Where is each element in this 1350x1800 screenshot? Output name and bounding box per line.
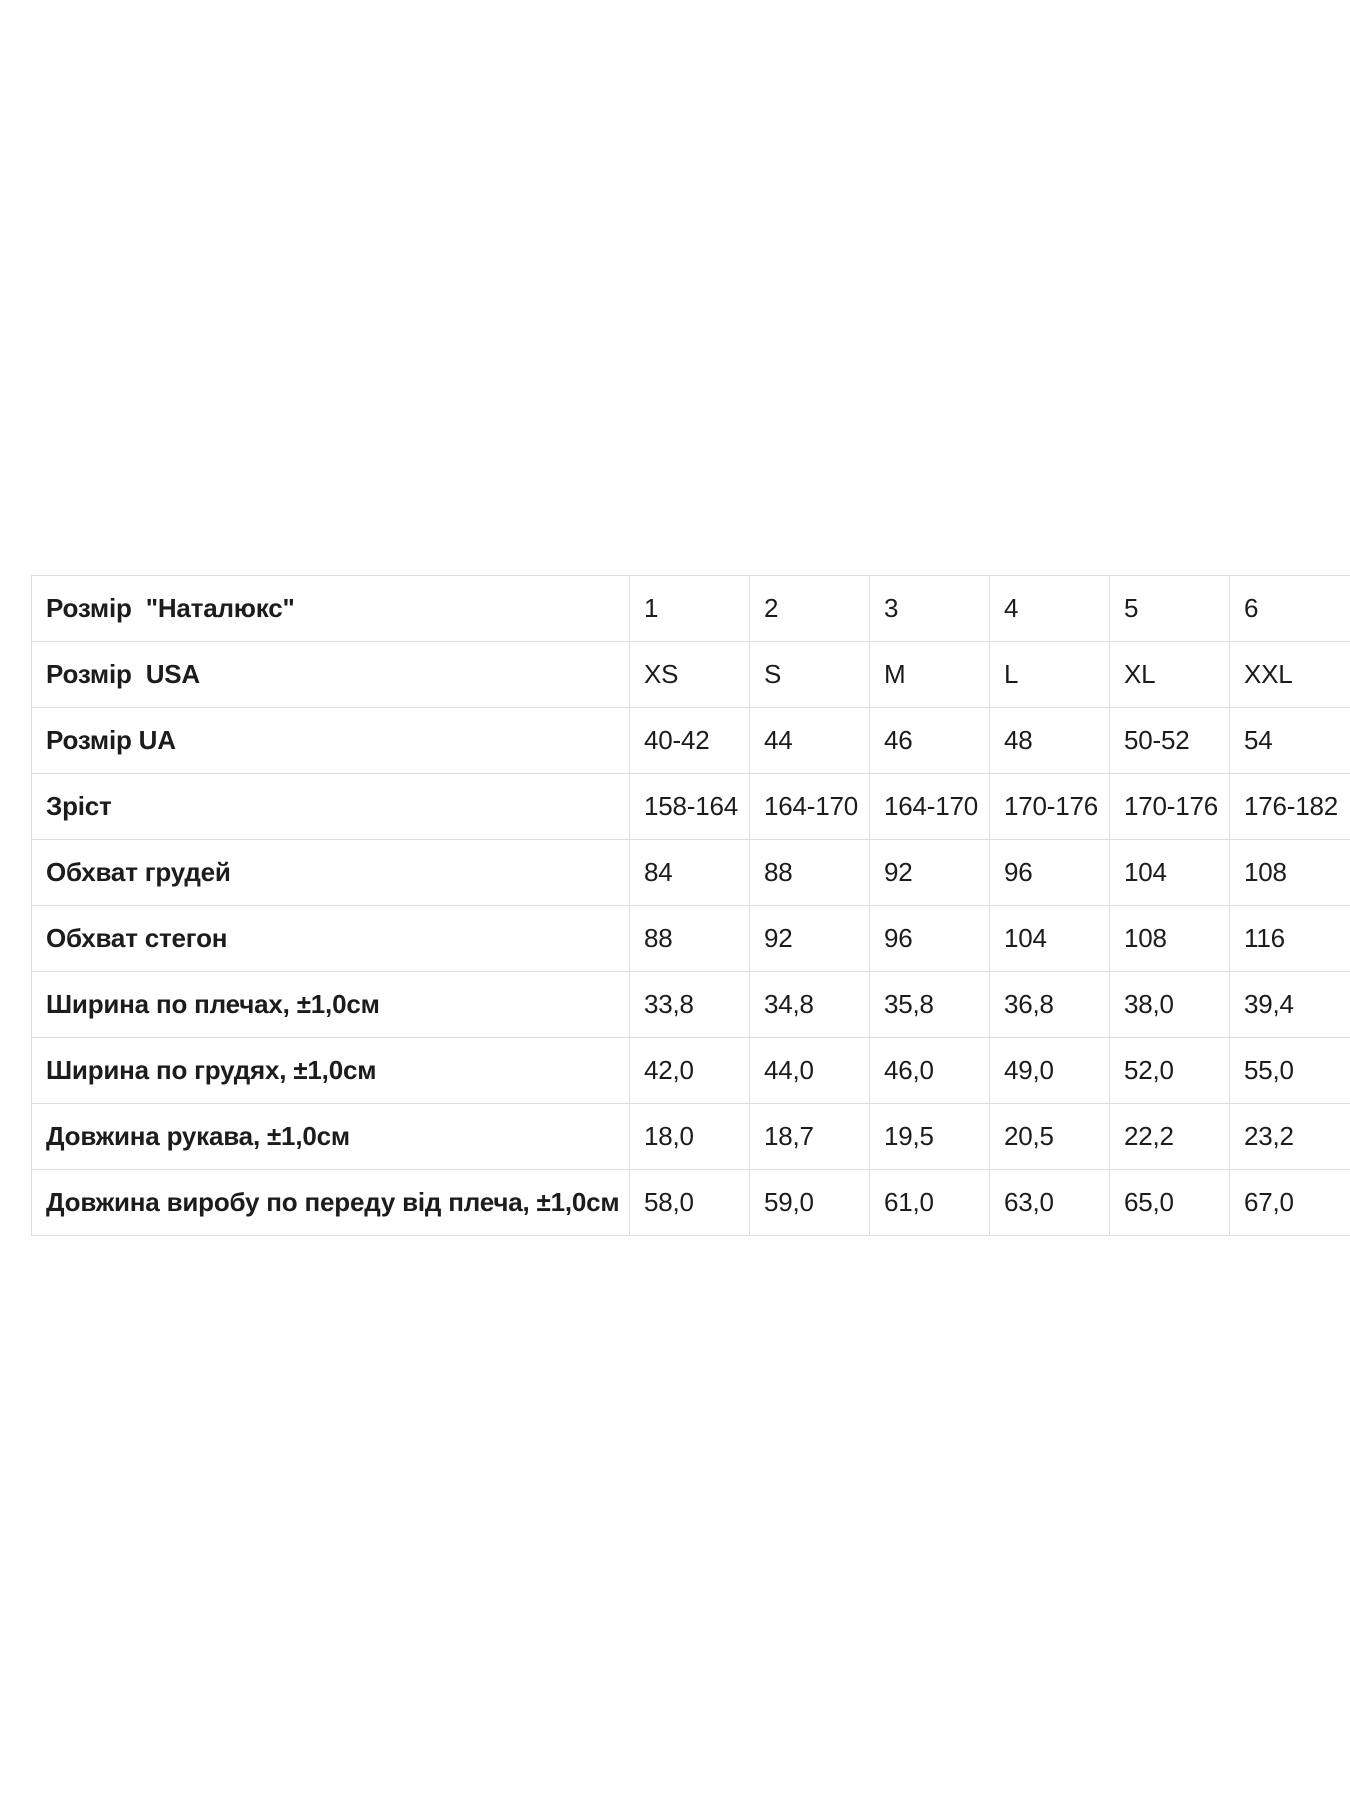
size-value-cell: 176-182 [1230, 774, 1350, 840]
size-value-cell: 92 [870, 840, 990, 906]
size-value-cell: 44,0 [750, 1038, 870, 1104]
table-row [32, 774, 1350, 840]
size-value-cell: 19,5 [870, 1104, 990, 1170]
size-value-cell: XS [630, 642, 750, 708]
size-value-cell: M [870, 642, 990, 708]
size-value-cell: 18,0 [630, 1104, 750, 1170]
size-value-cell: 65,0 [1110, 1170, 1230, 1236]
size-value-cell: 170-176 [1110, 774, 1230, 840]
table-row [32, 1038, 1350, 1104]
row-label-shoulder-width: Ширина по плечах, ±1,0см [32, 972, 630, 1038]
size-value-cell: 46,0 [870, 1038, 990, 1104]
size-value-cell: 54 [1230, 708, 1350, 774]
table-row [32, 1170, 1350, 1236]
size-value-cell: 116 [1230, 906, 1350, 972]
size-value-cell: 4 [990, 576, 1110, 642]
size-value-cell: 59,0 [750, 1170, 870, 1236]
size-value-cell: 170-176 [990, 774, 1110, 840]
size-value-cell: 33,8 [630, 972, 750, 1038]
size-value-cell: 108 [1110, 906, 1230, 972]
size-value-cell: 5 [1110, 576, 1230, 642]
table-row [32, 642, 1350, 708]
size-value-cell: 67,0 [1230, 1170, 1350, 1236]
size-value-cell: 49,0 [990, 1038, 1110, 1104]
size-value-cell: 23,2 [1230, 1104, 1350, 1170]
size-value-cell: 96 [990, 840, 1110, 906]
row-label-height: Зріст [32, 774, 630, 840]
size-value-cell: 20,5 [990, 1104, 1110, 1170]
size-value-cell: 35,8 [870, 972, 990, 1038]
size-value-cell: 84 [630, 840, 750, 906]
table-row [32, 1104, 1350, 1170]
table-row [32, 708, 1350, 774]
size-value-cell: L [990, 642, 1110, 708]
row-label-chest-girth: Обхват грудей [32, 840, 630, 906]
size-value-cell: 63,0 [990, 1170, 1110, 1236]
size-value-cell: 3 [870, 576, 990, 642]
size-value-cell: 55,0 [1230, 1038, 1350, 1104]
size-value-cell: 61,0 [870, 1170, 990, 1236]
size-chart-section [31, 575, 1350, 1236]
row-label-brand-size: Розмір "Наталюкс" [32, 576, 630, 642]
size-value-cell: XXL [1230, 642, 1350, 708]
size-value-cell: 34,8 [750, 972, 870, 1038]
size-value-cell: S [750, 642, 870, 708]
row-label-usa-size: Розмір USA [32, 642, 630, 708]
table-row [32, 972, 1350, 1038]
row-label-hip-girth: Обхват стегон [32, 906, 630, 972]
size-value-cell: 88 [630, 906, 750, 972]
size-value-cell: 48 [990, 708, 1110, 774]
size-value-cell: 22,2 [1110, 1104, 1230, 1170]
size-value-cell: 164-170 [750, 774, 870, 840]
size-value-cell: 42,0 [630, 1038, 750, 1104]
size-value-cell: 2 [750, 576, 870, 642]
size-value-cell: 44 [750, 708, 870, 774]
size-value-cell: 108 [1230, 840, 1350, 906]
size-value-cell: 40-42 [630, 708, 750, 774]
table-row [32, 840, 1350, 906]
size-value-cell: 58,0 [630, 1170, 750, 1236]
table-row [32, 576, 1350, 642]
row-label-front-length: Довжина виробу по переду від плеча, ±1,0см [32, 1170, 630, 1236]
size-value-cell: 38,0 [1110, 972, 1230, 1038]
size-value-cell: 6 [1230, 576, 1350, 642]
size-value-cell: 50-52 [1110, 708, 1230, 774]
size-value-cell: 36,8 [990, 972, 1110, 1038]
size-value-cell: 96 [870, 906, 990, 972]
size-value-cell: 39,4 [1230, 972, 1350, 1038]
size-value-cell: 46 [870, 708, 990, 774]
size-value-cell: XL [1110, 642, 1230, 708]
row-label-ua-size: Розмір UA [32, 708, 630, 774]
table-row [32, 906, 1350, 972]
size-value-cell: 18,7 [750, 1104, 870, 1170]
row-label-sleeve-length: Довжина рукава, ±1,0см [32, 1104, 630, 1170]
size-value-cell: 104 [1110, 840, 1230, 906]
size-value-cell: 92 [750, 906, 870, 972]
size-value-cell: 104 [990, 906, 1110, 972]
size-value-cell: 164-170 [870, 774, 990, 840]
size-value-cell: 52,0 [1110, 1038, 1230, 1104]
size-chart-table [31, 575, 1350, 1236]
size-value-cell: 158-164 [630, 774, 750, 840]
row-label-chest-width: Ширина по грудях, ±1,0см [32, 1038, 630, 1104]
size-value-cell: 88 [750, 840, 870, 906]
size-value-cell: 1 [630, 576, 750, 642]
